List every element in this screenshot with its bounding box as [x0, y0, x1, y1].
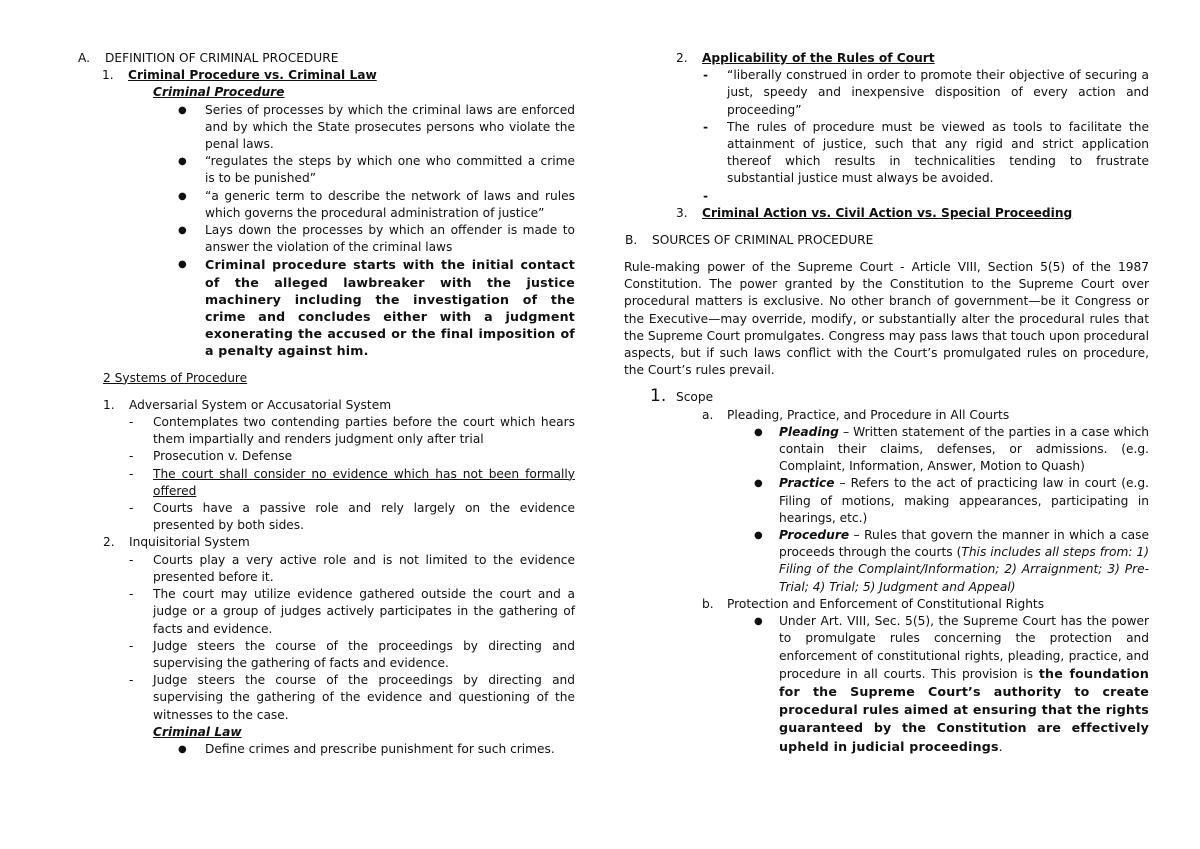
- list-item-text: Lays down the processes by which an offender is made to answer the violation of the criminal laws: [205, 223, 575, 255]
- left-column: [78, 50, 575, 758]
- list-item-text: “a generic term to describe the network of laws and rules which governs the procedural administration of justice”: [205, 188, 575, 220]
- list-item: [78, 448, 575, 465]
- item-3-title: Criminal Action vs. Civil Action vs. Special Proceeding: [702, 205, 1073, 220]
- bullet-icon: ●: [178, 190, 187, 202]
- scope-b-label: b.: [702, 596, 714, 611]
- dash-icon: -: [129, 449, 134, 464]
- systems-title: 2 Systems of Procedure: [103, 370, 248, 385]
- section-b-heading: [625, 232, 1149, 249]
- item-1-label: 1.: [102, 68, 114, 83]
- dash-icon: -: [129, 415, 134, 430]
- list-item: [624, 424, 1149, 476]
- section-b-label: B.: [625, 232, 638, 247]
- dash-icon: -: [129, 552, 134, 567]
- scope-b-title: Protection and Enforcement of Constitutional Rights: [727, 596, 1045, 611]
- list-item: [624, 188, 1149, 205]
- procedure-italic: This includes all steps from: 1) Filing of the Complaint/Information; 2) Arraignment; 3) Pre-Trial; 4) Trial; 5) Judgment and Appeal): [779, 545, 1149, 594]
- list-item: [78, 222, 575, 256]
- pleading-text: – Written statement of the parties in a case which contain their claims, defenses, or admissions. (e.g. Complaint, Information, Answer, Motion to Quash): [779, 424, 1149, 474]
- list-item: [78, 188, 575, 222]
- list-item-text: Judge steers the course of the proceedings by directing and supervising the gathering of the evidence and questioning of the witnesses to the case.: [153, 673, 575, 722]
- list-item-text: Courts have a passive role and rely largely on the evidence presented by both sides.: [153, 501, 575, 533]
- list-item: [78, 500, 575, 534]
- bullet-icon: ●: [178, 743, 187, 755]
- bullet-icon: ●: [754, 530, 763, 542]
- system-1-title: Adversarial System or Accusatorial System: [129, 397, 392, 412]
- art8-text: Under Art. VIII, Sec. 5(5), the Supreme Court has the power to promulgate rules concerning the protection and enforcement of constitutional rights, pleading, practice, and procedure in all courts. This provision is: [779, 614, 1149, 681]
- item-3-heading: [624, 205, 1149, 222]
- scope-a-title: Pleading, Practice, and Procedure in All Courts: [727, 407, 1010, 422]
- item-3-label: 3.: [676, 205, 688, 220]
- practice-text: – Refers to the act of practicing law in court (e.g. Filing of motions, making appearances, participating in hearings, etc.): [779, 476, 1149, 525]
- practice-term: Practice: [779, 476, 835, 491]
- scope-a-heading: [624, 407, 1149, 424]
- section-b-title: SOURCES OF CRIMINAL PROCEDURE: [652, 232, 874, 247]
- procedure-term: Procedure: [779, 528, 850, 543]
- intro-paragraph: Rule-making power of the Supreme Court - Article VIII, Section 5(5) of the 1987 Constitution. The power granted by the Constitution to the Supreme Court over procedural matters is exclusive. No other branch of government—be it Congress or the Executive—may override, modify, or substantially alter the procedural rules that the Supreme Court promulgates. Congress may pass laws that touch upon procedural aspects, but if such laws conflict with the Court’s promulgated rules on procedure, the Court’s rules prevail.: [624, 260, 1149, 378]
- item-1-title: Criminal Procedure vs. Criminal Law: [128, 68, 377, 83]
- list-item: [78, 466, 575, 500]
- dash-icon: -: [129, 638, 134, 653]
- scope-title: Scope: [676, 390, 714, 405]
- dash-icon: -: [129, 673, 134, 688]
- item-2-label: 2.: [676, 51, 688, 65]
- list-item: [624, 119, 1149, 188]
- section-a-heading: [78, 50, 575, 67]
- list-item-text: The rules of procedure must be viewed as tools to facilitate the attainment of justice, such that any rigid and strict application thereof which results in technicalities tending to frustrate substantial justice must always be avoided.: [727, 119, 1149, 186]
- list-item-text: Define crimes and prescribe punishment for such crimes.: [205, 741, 555, 756]
- dash-icon: -: [703, 68, 709, 83]
- bullet-icon: ●: [754, 426, 763, 438]
- list-item: [78, 414, 575, 448]
- list-item: [78, 552, 575, 586]
- scope-heading: [624, 386, 1149, 407]
- list-item: [624, 475, 1149, 527]
- scope-b-heading: [624, 596, 1149, 613]
- list-item: [78, 741, 575, 758]
- dash-icon: -: [129, 587, 134, 602]
- system-2-title: Inquisitorial System: [129, 535, 250, 550]
- item-1-heading: [78, 67, 575, 84]
- list-item: [78, 256, 575, 359]
- art8-bold: the foundation for the Supreme Court’s authority to create procedural rules aimed at ensuring that the rights guaranteed by the Constitution are effectively upheld in judicial proceedings: [779, 665, 1149, 754]
- scope-a-label: a.: [702, 407, 714, 422]
- list-item-text: Prosecution v. Defense: [153, 449, 293, 464]
- bullet-icon: ●: [754, 478, 763, 490]
- list-item: [78, 672, 575, 724]
- bullet-icon: ●: [178, 259, 187, 271]
- list-item: [624, 613, 1149, 756]
- list-item: [624, 527, 1149, 596]
- system-2-label: 2.: [103, 535, 115, 550]
- list-item: [78, 638, 575, 672]
- procedure-text: – Rules that govern the manner in which a case proceeds through the courts (: [779, 528, 1149, 560]
- list-item: [78, 586, 575, 638]
- list-item-text: The court shall consider no evidence which has not been formally offered: [153, 466, 575, 498]
- bullet-icon: ●: [754, 616, 763, 628]
- bullet-icon: ●: [178, 156, 187, 168]
- dash-icon: -: [703, 188, 709, 203]
- item-2-heading: [624, 50, 1149, 67]
- scope-label: 1.: [650, 386, 667, 407]
- system-1-label: 1.: [103, 397, 115, 412]
- list-item-text: Contemplates two contending parties before the court which hears them impartially and renders judgment only after trial: [153, 415, 575, 447]
- list-item-text: “liberally construed in order to promote their objective of securing a just, speedy and inexpensive disposition of every action and proceeding”: [727, 68, 1149, 117]
- pleading-term: Pleading: [779, 424, 839, 439]
- art8-end: .: [998, 739, 1003, 754]
- criminal-procedure-subtitle: Criminal Procedure: [153, 85, 285, 100]
- section-a-label: A.: [78, 51, 90, 65]
- list-item: [624, 67, 1149, 119]
- list-item-text: “regulates the steps by which one who committed a crime is to be punished”: [205, 154, 575, 186]
- list-item-text: Criminal procedure starts with the initial contact of the alleged lawbreaker with the justice machinery including the investigation of the crime and concludes either with a judgment exonerating the accused or the final imposition of a penalty against him.: [205, 257, 575, 359]
- section-a-title: DEFINITION OF CRIMINAL PROCEDURE: [105, 51, 339, 65]
- right-column: [624, 50, 1149, 756]
- list-item-text: The court may utilize evidence gathered outside the court and a judge or a group of judges actively participates in the gathering of facts and evidence.: [153, 587, 575, 636]
- system-2-heading: [78, 534, 575, 551]
- list-item: [78, 153, 575, 187]
- dash-icon: -: [129, 501, 134, 516]
- bullet-icon: ●: [178, 104, 187, 116]
- dash-icon: -: [129, 466, 134, 481]
- item-2-title: Applicability of the Rules of Court: [702, 51, 935, 65]
- system-1-heading: [78, 397, 575, 414]
- list-item-text: Series of processes by which the criminal laws are enforced and by which the State prosecutes persons who violate the penal laws.: [205, 102, 575, 152]
- criminal-law-subtitle: Criminal Law: [153, 724, 242, 739]
- bullet-icon: ●: [178, 225, 187, 237]
- list-item-text: Courts play a very active role and is not limited to the evidence presented before it.: [153, 552, 575, 584]
- dash-icon: -: [703, 119, 709, 134]
- list-item: [78, 102, 575, 154]
- list-item-text: Judge steers the course of the proceedings by directing and supervising the gathering of facts and evidence.: [153, 638, 575, 670]
